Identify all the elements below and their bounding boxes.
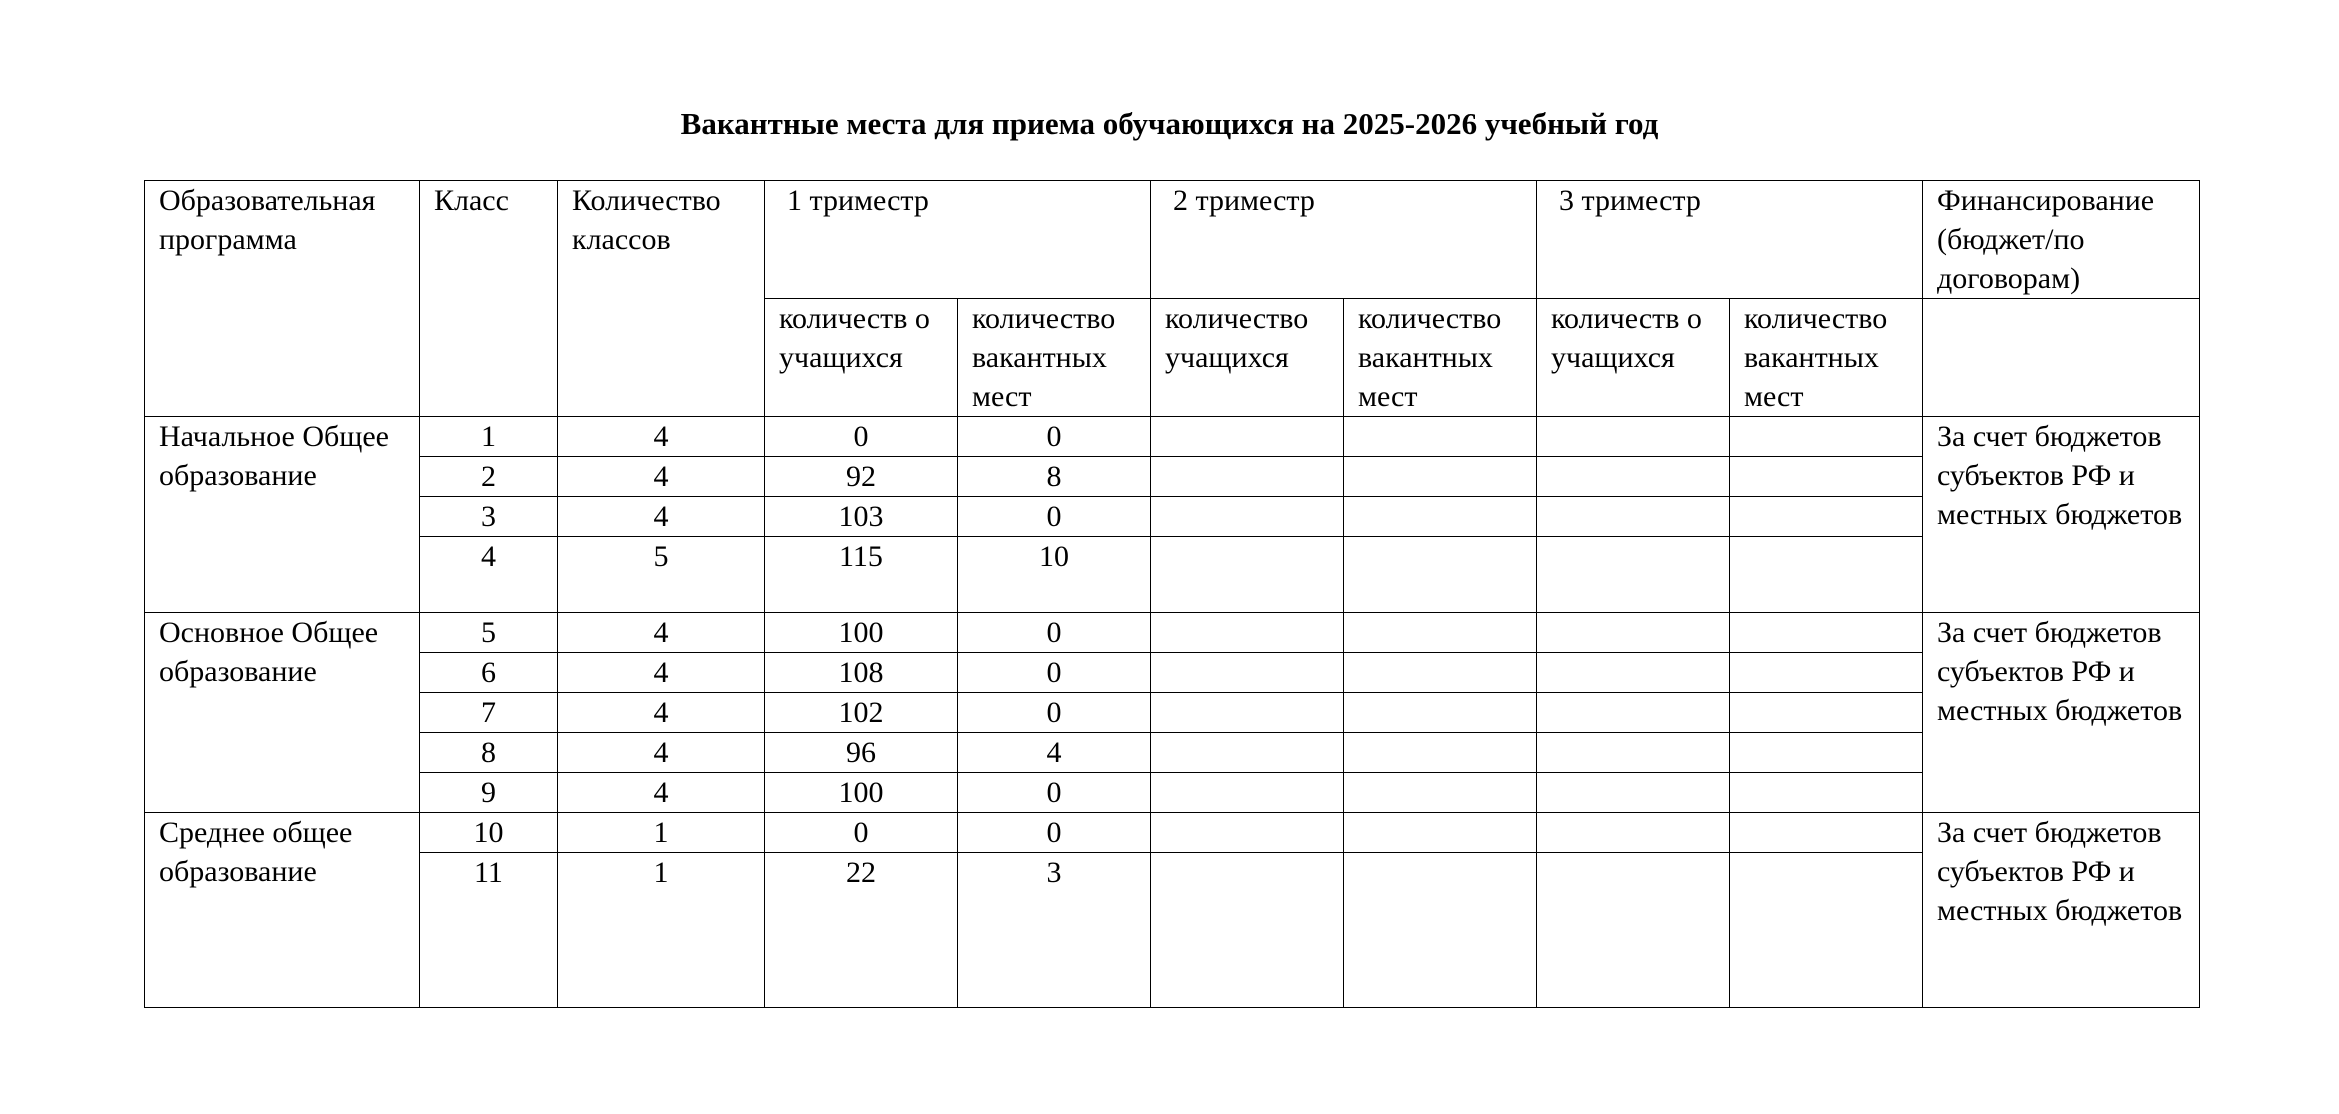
t2-vacant-cell — [1344, 813, 1537, 853]
header-t3-vacant: количество вакантных мест — [1730, 299, 1923, 417]
program-cell: Основное Общее образование — [145, 613, 420, 813]
t3-students-cell — [1537, 733, 1730, 773]
t1-vacant-cell: 0 — [958, 813, 1151, 853]
grade-cell: 5 — [420, 613, 558, 653]
t3-students-cell — [1537, 613, 1730, 653]
header-t2-students: количество учащихся — [1151, 299, 1344, 417]
table-row — [145, 693, 2200, 733]
t2-vacant-cell — [1344, 417, 1537, 457]
header-grade: Класс — [420, 181, 558, 417]
grade-cell: 4 — [420, 537, 558, 613]
grade-cell: 1 — [420, 417, 558, 457]
classes-cell: 4 — [558, 653, 765, 693]
program-cell: Начальное Общее образование — [145, 417, 420, 613]
program-cell: Среднее общее образование — [145, 813, 420, 1008]
t3-vacant-cell — [1730, 773, 1923, 813]
t3-vacant-cell — [1730, 693, 1923, 733]
t3-students-cell — [1537, 693, 1730, 733]
t3-vacant-cell — [1730, 733, 1923, 773]
t2-vacant-cell — [1344, 693, 1537, 733]
t1-vacant-cell: 0 — [958, 613, 1151, 653]
classes-cell: 4 — [558, 613, 765, 653]
header-program: Образовательная программа — [145, 181, 420, 417]
header-financing: Финансирование (бюджет/по договорам) — [1923, 181, 2200, 299]
t2-vacant-cell — [1344, 853, 1537, 1008]
table-row — [145, 733, 2200, 773]
t1-vacant-cell: 0 — [958, 417, 1151, 457]
t3-vacant-cell — [1730, 813, 1923, 853]
grade-cell: 10 — [420, 813, 558, 853]
t3-students-cell — [1537, 497, 1730, 537]
t3-students-cell — [1537, 537, 1730, 613]
t1-vacant-cell: 0 — [958, 693, 1151, 733]
grade-cell: 2 — [420, 457, 558, 497]
t2-students-cell — [1151, 417, 1344, 457]
table-row — [145, 537, 2200, 613]
classes-cell: 1 — [558, 813, 765, 853]
grade-cell: 6 — [420, 653, 558, 693]
grade-cell: 8 — [420, 733, 558, 773]
t3-vacant-cell — [1730, 613, 1923, 653]
t1-students-cell: 100 — [765, 613, 958, 653]
t3-students-cell — [1537, 853, 1730, 1008]
t1-students-cell: 22 — [765, 853, 958, 1008]
t2-students-cell — [1151, 497, 1344, 537]
table-row — [145, 457, 2200, 497]
vacancy-table — [144, 180, 2200, 1008]
t2-vacant-cell — [1344, 773, 1537, 813]
t2-students-cell — [1151, 653, 1344, 693]
classes-cell: 4 — [558, 733, 765, 773]
grade-cell: 11 — [420, 853, 558, 1008]
table-row — [145, 497, 2200, 537]
t3-students-cell — [1537, 773, 1730, 813]
t3-vacant-cell — [1730, 417, 1923, 457]
t2-students-cell — [1151, 853, 1344, 1008]
t1-students-cell: 96 — [765, 733, 958, 773]
t3-vacant-cell — [1730, 853, 1923, 1008]
t1-students-cell: 108 — [765, 653, 958, 693]
t1-vacant-cell: 3 — [958, 853, 1151, 1008]
t1-vacant-cell: 0 — [958, 653, 1151, 693]
t2-vacant-cell — [1344, 457, 1537, 497]
header-trimester-3: 3 триместр — [1537, 181, 1923, 299]
grade-cell: 9 — [420, 773, 558, 813]
t3-vacant-cell — [1730, 537, 1923, 613]
t2-vacant-cell — [1344, 653, 1537, 693]
t2-vacant-cell — [1344, 497, 1537, 537]
header-financing-blank — [1923, 299, 2200, 417]
header-t2-vacant: количество вакантных мест — [1344, 299, 1537, 417]
table-row — [145, 813, 2200, 853]
classes-cell: 5 — [558, 537, 765, 613]
t2-vacant-cell — [1344, 733, 1537, 773]
t3-vacant-cell — [1730, 497, 1923, 537]
header-trimester-1: 1 триместр — [765, 181, 1151, 299]
classes-cell: 1 — [558, 853, 765, 1008]
t3-students-cell — [1537, 813, 1730, 853]
table-row — [145, 853, 2200, 1008]
table-row — [145, 613, 2200, 653]
t1-students-cell: 0 — [765, 813, 958, 853]
header-num-classes: Количество классов — [558, 181, 765, 417]
financing-cell: За счет бюджетов субъектов РФ и местных бюджетов — [1923, 613, 2200, 813]
header-t1-vacant: количество вакантных мест — [958, 299, 1151, 417]
classes-cell: 4 — [558, 693, 765, 733]
header-trimester-2: 2 триместр — [1151, 181, 1537, 299]
header-row-1 — [145, 181, 2200, 299]
t1-vacant-cell: 0 — [958, 773, 1151, 813]
table-row — [145, 653, 2200, 693]
classes-cell: 4 — [558, 497, 765, 537]
t3-students-cell — [1537, 417, 1730, 457]
t3-vacant-cell — [1730, 653, 1923, 693]
t1-vacant-cell: 0 — [958, 497, 1151, 537]
t1-vacant-cell: 4 — [958, 733, 1151, 773]
t1-students-cell: 115 — [765, 537, 958, 613]
classes-cell: 4 — [558, 417, 765, 457]
grade-cell: 3 — [420, 497, 558, 537]
t1-students-cell: 92 — [765, 457, 958, 497]
t2-students-cell — [1151, 773, 1344, 813]
t3-vacant-cell — [1730, 457, 1923, 497]
t1-students-cell: 0 — [765, 417, 958, 457]
header-t3-students: количеств о учащихся — [1537, 299, 1730, 417]
grade-cell: 7 — [420, 693, 558, 733]
t1-students-cell: 102 — [765, 693, 958, 733]
classes-cell: 4 — [558, 457, 765, 497]
table-row — [145, 417, 2200, 457]
t2-students-cell — [1151, 537, 1344, 613]
t2-students-cell — [1151, 813, 1344, 853]
t2-students-cell — [1151, 613, 1344, 653]
header-t1-students: количеств о учащихся — [765, 299, 958, 417]
t2-vacant-cell — [1344, 613, 1537, 653]
t2-students-cell — [1151, 457, 1344, 497]
t3-students-cell — [1537, 653, 1730, 693]
document-title: Вакантные места для приема обучающихся на 2025-2026 учебный год — [680, 106, 1659, 141]
t1-vacant-cell: 8 — [958, 457, 1151, 497]
t2-students-cell — [1151, 733, 1344, 773]
table-row — [145, 773, 2200, 813]
financing-cell: За счет бюджетов субъектов РФ и местных бюджетов — [1923, 417, 2200, 613]
financing-cell: За счет бюджетов субъектов РФ и местных бюджетов — [1923, 813, 2200, 1008]
t1-students-cell: 100 — [765, 773, 958, 813]
t2-vacant-cell — [1344, 537, 1537, 613]
t1-students-cell: 103 — [765, 497, 958, 537]
classes-cell: 4 — [558, 773, 765, 813]
t2-students-cell — [1151, 693, 1344, 733]
t3-students-cell — [1537, 457, 1730, 497]
t1-vacant-cell: 10 — [958, 537, 1151, 613]
